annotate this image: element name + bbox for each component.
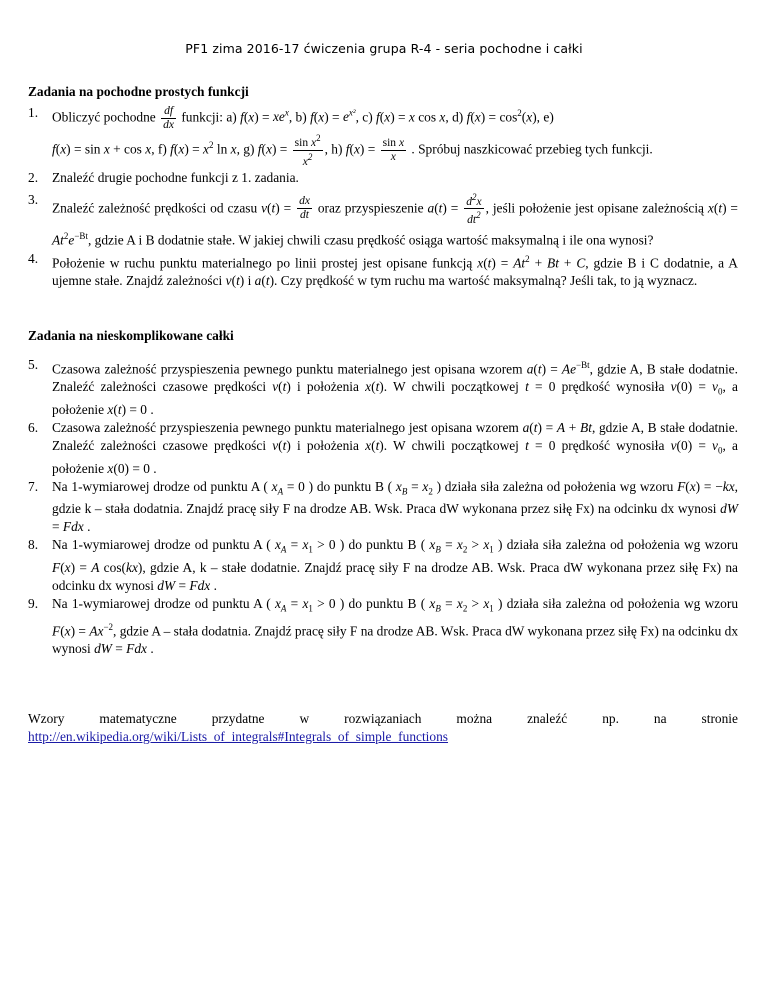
page-header: PF1 zima 2016-17 ćwiczenia grupa R-4 - seria pochodne i całki: [185, 41, 583, 56]
task-2: 2. Znaleźć drugie pochodne funkcji z 1. zadania.: [28, 169, 299, 185]
task-6: 6. Czasowa zależność przyspieszenia pewnego punktu materialnego jest opisana wzorem a(t) = A + Bt, gdzie A, B stałe dodatnie. Znaleźć zależności czasowe prędkości v(t) i położenia x(t). W chwili początkowej t = 0 prędkość wynosiła $v(0) = v_0$, a położenie x(0) = 0 .: [28, 420, 738, 476]
derivative-tasks: [28, 104, 738, 290]
task-9: 9. Na 1-wymiarowej drodze od punktu A ( $x_A = x_1 > 0$ ) do punktu B ( $x_B = x_2 > x_1$ ) działa siła zależna od położenia wg wzoru $F(x) = Ax^{-2}$, gdzie A – stała dodatnia. Znajdź pracę siły F na drodze AB. Wsk. Praca dW wykonana przez siłę Fx) na odcinku dx wynosi dW = Fdx .: [28, 596, 739, 657]
task-3: 3. Znaleźć zależność prędkości od czasu v(t) = $\frac{dx}{dt}$ oraz przyspieszenie a(t) = $\frac{d^2x}{dt^2}$ , jeśli położenie jest opisane zależnością $x(t) = At^2e^{-Bt}$, gdzie A i B dodatnie stałe. W jakiej chwili czasu prędkość osiąga wartość maksymalną i ile ona wynosi?: [28, 191, 738, 248]
section-heading-integrals: Zadania na nieskomplikowane całki: [28, 328, 234, 343]
section-heading-derivatives: Zadania na pochodne prostych funkcji: [28, 84, 249, 99]
task-8: 8. Na 1-wymiarowej drodze od punktu A ( $x_A = x_1 > 0$ ) do punktu B ( $x_B = x_2 > x_1$ ) działa siła zależna od położenia wg wzoru F(x) = A cos(kx), gdzie A, k – stałe dodatnie. Znajdź pracę siły F na drodze AB. Wsk. Praca dW wykonana przez siłę Fx) na odcinku dx wynosi dW = Fdx .: [28, 537, 739, 594]
formulas-note: [28, 710, 738, 746]
task-4: 4. Położenie w ruchu punktu materialnego po linii prostej jest opisane funkcją $x(t) = At^2 + Bt + C$, gdzie B i C dodatnie, a A ujemne stałe. Znajdź zależności v(t) i a(t). Czy prędkość w tym ruchu ma wartość maksymalną? Jeśli tak, to ją wyznacz.: [28, 250, 738, 289]
task-1: 1. Obliczyć pochodne $\frac{df}{dx}$ funkcji: a) $f(x) = xe^x$, b) $f(x) = e^{x^2}$, c) f(x) = x cos x, d) $f(x) = \cos^2(x)$, e) f(x) = sin x + cos x, f) $f(x) = x^2$ ln x, g) f(x) = $\frac{\sin x^2}{x^2}$ , h) f(x) = $\frac{\text{sin x}}{x}$ . Spróbuj naszkicować przebieg tych funkcji.: [28, 104, 653, 168]
formulas-note-text: Wzory matematyczne przydatne w rozwiązaniach można znaleźć np. na stronie: [28, 711, 738, 726]
integrals-link[interactable]: http://en.wikipedia.org/wiki/Lists_of_integrals#Integrals_of_simple_functions: [28, 729, 449, 744]
task-5: 5. Czasowa zależność przyspieszenia pewnego punktu materialnego jest opisana wzorem $a(t) = Ae^{-Bt}$, gdzie A, B stałe dodatnie. Znaleźć zależności czasowe prędkości v(t) i położenia x(t). W chwili początkowej t = 0 prędkość wynosiła $v(0) = v_0$, a położenie x(t) = 0 .: [28, 357, 738, 418]
integral-tasks: [28, 356, 738, 658]
task-7: 7. Na 1-wymiarowej drodze od punktu A ( $x_A = 0$ ) do punktu B ( $x_B = x_2$ ) działa siła zależna od położenia wg wzoru F(x) = −kx, gdzie k – stała dodatnia. Znajdź pracę siły F na drodze AB. Wsk. Praca dW wykonana przez siłę Fx) na odcinku dx wynosi dW = Fdx .: [28, 478, 738, 535]
